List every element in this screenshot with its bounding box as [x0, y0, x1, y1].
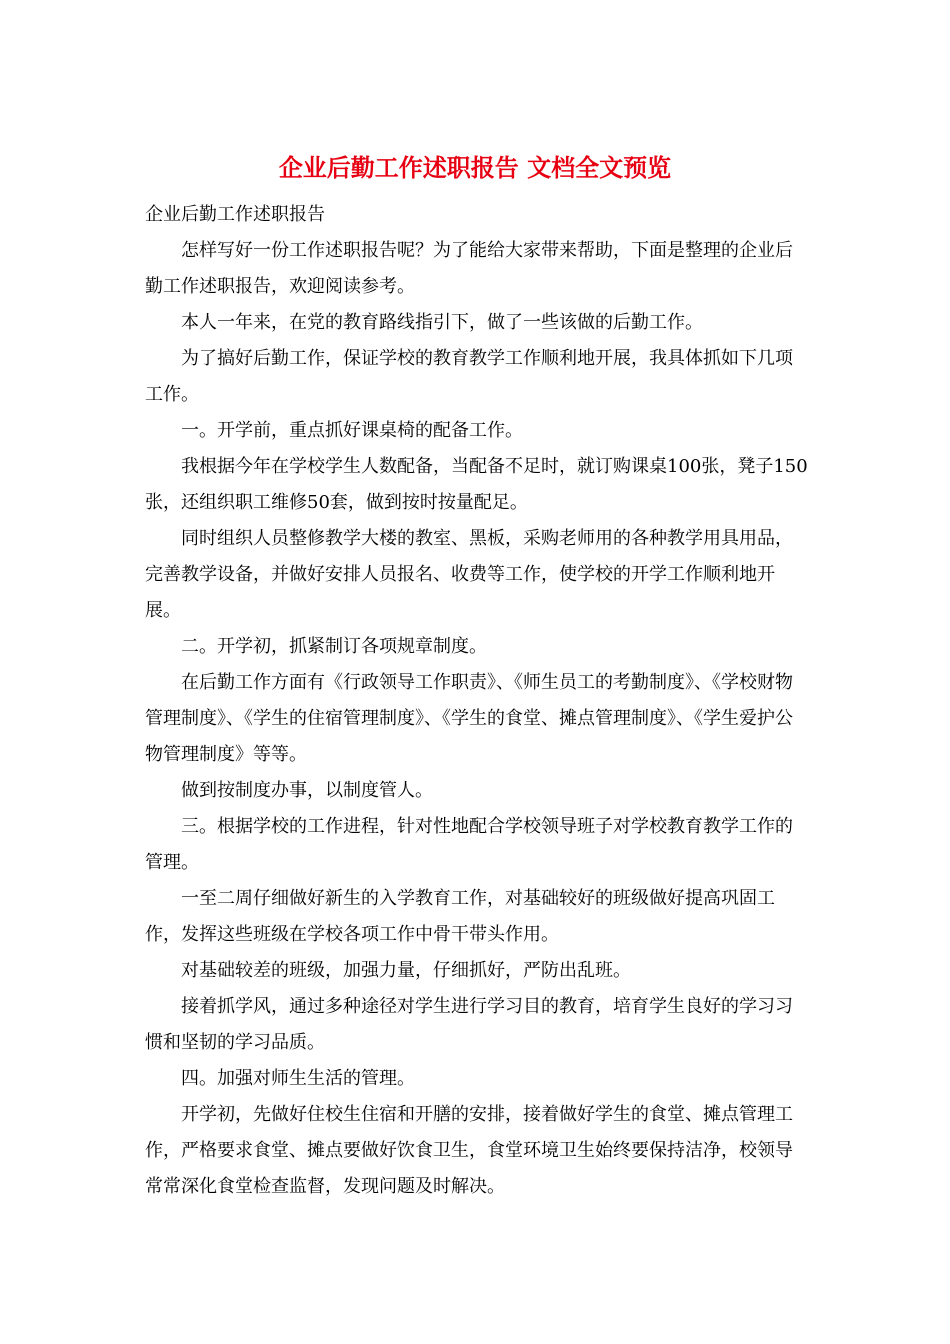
- paragraph: 本人一年来，在党的教育路线指引下，做了一些该做的后勤工作。: [181, 312, 703, 333]
- paragraph: 同时组织人员整修教学大楼的教室、黑板，采购老师用的各种教学用具用品，完善教学设备，并做好安排人员报名、收费等工作，使学校的开学工作顺利地开展。: [145, 528, 793, 621]
- paragraph: 怎样写好一份工作述职报告呢？为了能给大家带来帮助，下面是整理的企业后勤工作述职报告，欢迎阅读参考。: [145, 240, 793, 297]
- document-subtitle: 企业后勤工作述职报告: [145, 204, 325, 225]
- paragraph: 一至二周仔细做好新生的入学教育工作，对基础较好的班级做好提高巩固工作，发挥这些班级在学校各项工作中骨干带头作用。: [145, 888, 775, 945]
- paragraph: 接着抓学风，通过多种途径对学生进行学习目的教育，培育学生良好的学习习惯和坚韧的学习品质。: [145, 996, 793, 1053]
- paragraph: 我根据今年在学校学生人数配备，当配备不足时，就订购课桌100张，凳子150张，还组织职工维修50套，做到按时按量配足。: [145, 456, 808, 513]
- section-heading: 四。加强对师生生活的管理。: [181, 1068, 415, 1089]
- document-body: [145, 197, 810, 1205]
- section-heading: 一。开学前，重点抓好课桌椅的配备工作。: [181, 420, 523, 441]
- paragraph: 做到按制度办事，以制度管人。: [181, 780, 433, 801]
- section-heading: 三。根据学校的工作进程，针对性地配合学校领导班子对学校教育教学工作的管理。: [145, 816, 793, 873]
- section-heading: 二。开学初，抓紧制订各项规章制度。: [181, 636, 487, 657]
- document-title: 企业后勤工作述职报告 文档全文预览: [278, 153, 672, 182]
- paragraph: 为了搞好后勤工作，保证学校的教育教学工作顺利地开展，我具体抓如下几项工作。: [145, 348, 793, 405]
- paragraph: 对基础较差的班级，加强力量，仔细抓好，严防出乱班。: [181, 960, 631, 981]
- paragraph: 开学初，先做好住校生住宿和开膳的安排，接着做好学生的食堂、摊点管理工作，严格要求食堂、摊点要做好饮食卫生，食堂环境卫生始终要保持洁净，校领导常常深化食堂检查监督，发现问题及时解决。: [145, 1104, 793, 1197]
- paragraph: 在后勤工作方面有《行政领导工作职责》、《师生员工的考勤制度》、《学校财物管理制度》、《学生的住宿管理制度》、《学生的食堂、摊点管理制度》、《学生爱护公物管理制度》等等。: [145, 672, 793, 765]
